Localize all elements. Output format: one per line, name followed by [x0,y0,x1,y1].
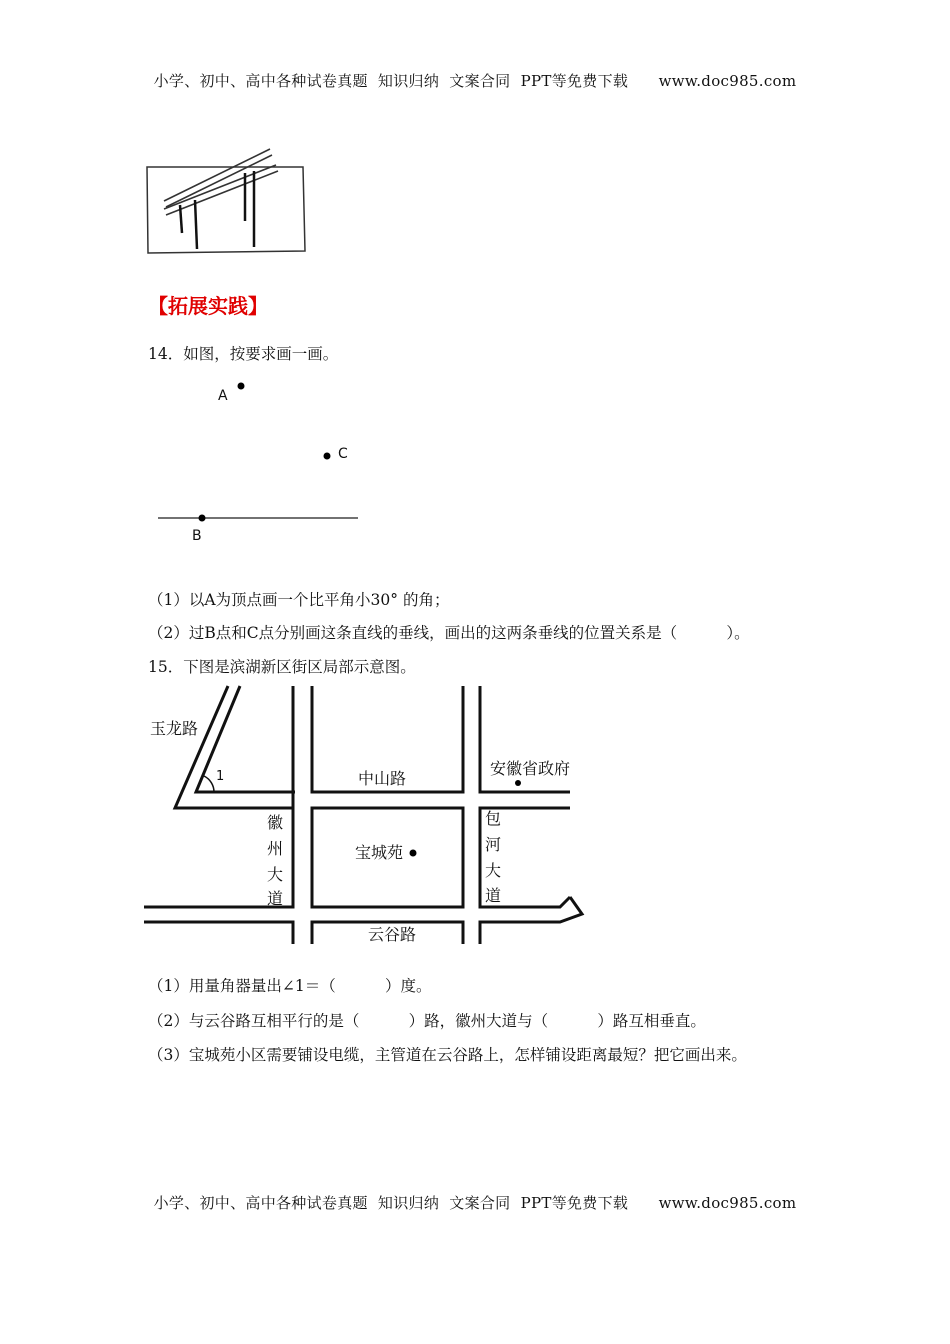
low-bar-upper [164,165,276,209]
anhui-gov-label: 安徽省政府 [490,759,571,778]
label-c: C [338,446,348,462]
q15-stem: 15．下图是滨湖新区街区局部示意图。 [148,658,416,676]
q15-part2: （2）与云谷路互相平行的是（ ）路，徽州大道与（ ）路互相垂直。 [148,1012,706,1030]
low-bar-lower [166,171,278,215]
page-footer: 小学、初中、高中各种试卷真题 知识归纳 文案合同 PPT等免费下载 www.doc985.com [153,1194,797,1212]
huizhou-avenue-char-4: 道 [267,889,284,908]
zhongshan-road-label: 中山路 [358,769,407,788]
page-header: 小学、初中、高中各种试卷真题 知识归纳 文案合同 PPT等免费下载 www.doc985.com [153,72,797,90]
q15-part1: （1）用量角器量出∠1＝（ ）度。 [148,977,432,995]
figure-frame [147,167,305,253]
angle-1-label: 1 [216,769,225,784]
q14-stem: 14．如图，按要求画一画。 [148,345,339,363]
baocheng-yuan-dot [410,850,417,857]
baocheng-yuan-label: 宝城苑 [355,843,404,862]
point-a [238,383,245,390]
bottom-road-left [144,922,293,944]
huizhou-avenue-char-3: 大 [267,865,284,884]
baohe-avenue-char-1: 包 [485,809,502,828]
anhui-gov-dot [515,780,521,786]
q14-part2: （2）过B点和C点分别画这条直线的垂线，画出的这两条垂线的位置关系是（ ）。 [148,624,750,642]
q14-diagram [150,370,380,550]
label-a: A [218,388,228,404]
top-bar-lower [166,155,272,207]
baohe-avenue-char-2: 河 [485,835,502,854]
street-map [140,682,590,947]
huizhou-avenue-char-1: 徽 [267,813,284,832]
post-2 [195,200,197,249]
baohe-avenue-char-3: 大 [485,861,502,880]
yulong-road-label: 玉龙路 [150,719,199,738]
q15-part3: （3）宝城苑小区需要铺设电缆，主管道在云谷路上，怎样铺设距离最短？把它画出来。 [148,1046,747,1064]
section-title: 【拓展实践】 [148,294,268,318]
q14-part1: （1）以A为顶点画一个比平角小30° 的角； [148,591,450,609]
point-b [199,515,206,522]
label-b: B [192,528,202,544]
angle-1-arc [204,776,214,792]
yulong-road-inner [196,686,295,792]
parallel-bars-figure [140,145,315,260]
baohe-avenue-char-4: 道 [485,886,502,905]
point-c [324,453,331,460]
yungu-road-label: 云谷路 [368,925,417,944]
huizhou-avenue-char-2: 州 [267,839,284,858]
